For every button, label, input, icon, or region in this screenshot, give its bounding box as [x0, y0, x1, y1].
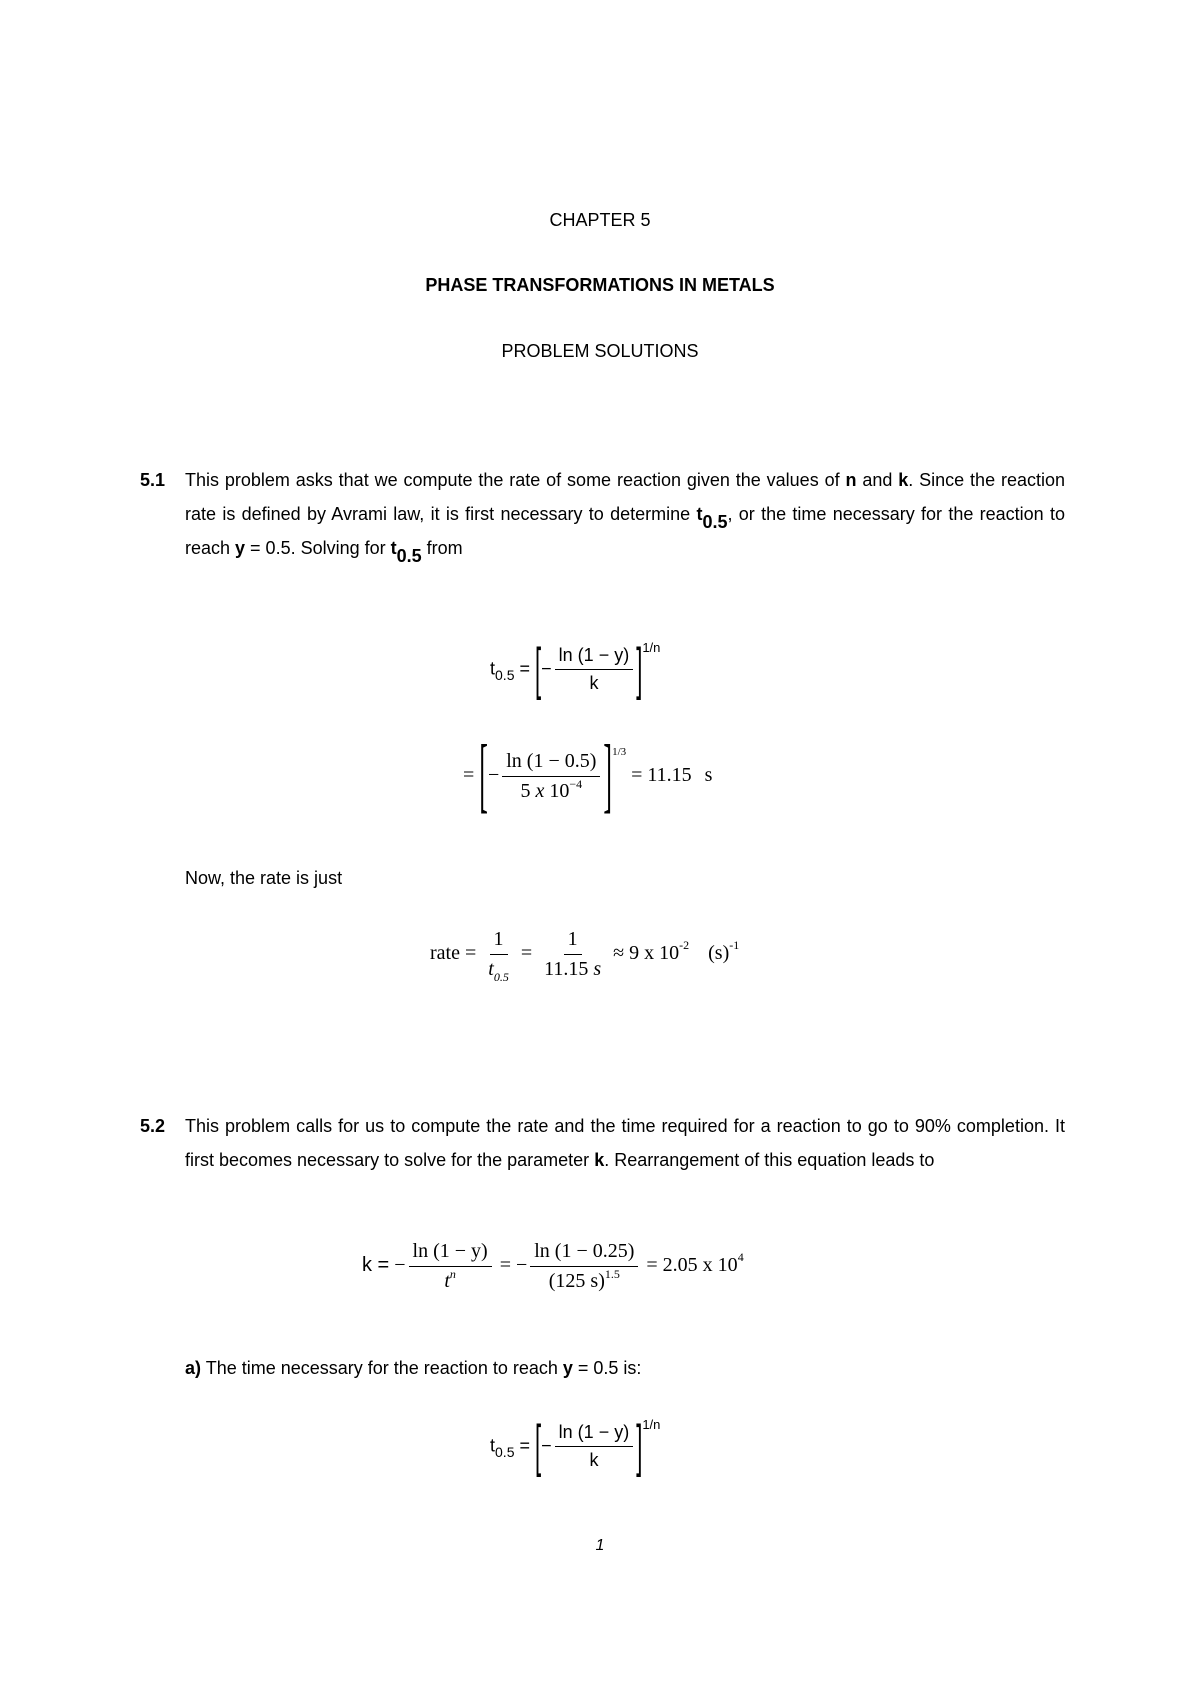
eq-equals: = [499, 1254, 511, 1277]
eq-fraction [502, 750, 600, 803]
eq-lhs: t [490, 658, 496, 679]
problem-5-2-text [185, 1109, 1065, 1177]
right-bracket: ] [603, 728, 613, 822]
den-exp: 1.5 [604, 1267, 620, 1281]
part-a-label: a) [185, 1358, 202, 1378]
eq-minus: − [541, 1435, 552, 1456]
var-t-sub: 0.5 [396, 546, 422, 566]
eq-fraction-1 [484, 928, 513, 984]
eq-lhs: k = [362, 1254, 390, 1277]
var-n: n [845, 470, 857, 490]
den-exp: −4 [569, 777, 583, 791]
eq-numerator: ln (1 − 0.5) [502, 750, 600, 777]
text-segment: . Since the reaction rate is defined by Avrami law, it is first necessary to determine [185, 470, 1065, 524]
den-t-exp: n [449, 1267, 456, 1281]
eq-fraction-2 [540, 928, 605, 981]
eq-exponent: 1/3 [612, 746, 627, 759]
eq-fraction-1 [409, 1240, 492, 1293]
eq-numerator: ln (1 − y) [555, 645, 634, 670]
eq-approx: ≈ 9 x 10 [613, 942, 680, 965]
den-coeff: 5 [520, 780, 531, 802]
den-t: t [444, 1270, 450, 1292]
eq-unit: s [704, 764, 713, 787]
text-segment: The time necessary for the reaction to reach [205, 1358, 563, 1378]
var-t: t [390, 538, 397, 558]
eq-numerator: ln (1 − y) [555, 1422, 634, 1447]
eq-lhs: rate = [430, 942, 477, 965]
eq-minus: − [394, 1254, 406, 1277]
eq-denominator [516, 777, 586, 803]
problem-number-5-2: 5.2 [140, 1116, 166, 1136]
var-y: y [235, 538, 246, 558]
part-a-text [185, 1358, 641, 1379]
eq-numerator: ln (1 − y) [409, 1240, 492, 1267]
var-k: k [594, 1150, 605, 1170]
eq-fraction [555, 645, 634, 694]
eq-approx-exp: -2 [679, 938, 690, 953]
eq-exponent: 1/n [642, 1417, 661, 1433]
equation-t05-value [463, 728, 713, 822]
left-bracket: [ [479, 728, 488, 822]
problem-number-5-1: 5.1 [140, 470, 166, 490]
eq-denominator: k [589, 1450, 599, 1470]
eq-lhs-sub: 0.5 [495, 667, 515, 684]
eq-result: = 11.15 [631, 764, 692, 787]
page-number: 1 [595, 1537, 605, 1554]
text-segment: from [421, 538, 463, 558]
eq-result-exp: 4 [737, 1250, 744, 1265]
section-subtitle: PROBLEM SOLUTIONS [501, 341, 699, 361]
den-t-sub: 0.5 [493, 970, 509, 984]
eq-fraction-2 [530, 1240, 638, 1293]
left-bracket: [ [535, 1412, 542, 1478]
den-t: t [488, 958, 494, 980]
den-unit: s [593, 958, 602, 980]
eq-denominator [484, 955, 513, 984]
eq-denominator: k [589, 673, 599, 693]
eq-result: = 2.05 x 10 [646, 1254, 738, 1277]
eq-minus: − [487, 764, 500, 787]
var-k: k [898, 470, 909, 490]
eq-denominator [440, 1267, 460, 1293]
eq-minus: − [515, 1254, 528, 1277]
eq-unit: (s) [708, 942, 730, 965]
eq-numerator: ln (1 − 0.25) [530, 1240, 638, 1267]
eq-denominator [540, 955, 605, 981]
eq-numerator: 1 [564, 928, 582, 955]
problem-5-1-text [185, 463, 1065, 565]
den-base: 10 [549, 780, 570, 802]
den-value: (125 s) [548, 1270, 605, 1292]
text-segment: This problem asks that we compute the rate of some reaction given the values of [185, 470, 846, 490]
text-segment: and [856, 470, 899, 490]
var-t: t [696, 504, 703, 524]
left-bracket: [ [535, 635, 542, 701]
right-bracket: ] [636, 1412, 643, 1478]
equation-avrami-t05-repeat [490, 1412, 661, 1478]
equation-rate [430, 928, 740, 984]
text-segment: This problem calls for us to compute the rate and the time required for a reaction to go to 90% completion. It first becomes necessary to solve for the parameter [185, 1116, 1065, 1170]
chapter-title: PHASE TRANSFORMATIONS IN METALS [425, 275, 775, 295]
eq-equals: = [519, 1435, 531, 1456]
var-y: y [562, 1358, 573, 1378]
eq-fraction [555, 1422, 634, 1471]
now-text: Now, the rate is just [185, 868, 343, 888]
text-segment: , or the time necessary for the reaction to reach [185, 504, 1065, 558]
right-bracket: ] [636, 635, 643, 701]
text-segment: = 0.5. Solving for [245, 538, 391, 558]
chapter-label: CHAPTER 5 [549, 210, 651, 230]
equation-k [362, 1240, 744, 1293]
text-segment: . Rearrangement of this equation leads to [604, 1150, 935, 1170]
eq-lhs: t [490, 1435, 496, 1456]
eq-minus: − [541, 658, 552, 679]
eq-lhs-sub: 0.5 [495, 1444, 515, 1461]
eq-numerator: 1 [490, 928, 508, 955]
equation-avrami-t05 [490, 635, 661, 701]
den-value: 11.15 [544, 958, 589, 980]
eq-denominator [545, 1267, 624, 1293]
eq-exponent: 1/n [642, 640, 661, 656]
eq-equals: = [463, 764, 475, 787]
eq-equals: = [519, 658, 531, 679]
den-times: x [535, 780, 545, 802]
eq-unit-exp: -1 [729, 938, 740, 953]
var-t-sub: 0.5 [702, 512, 728, 532]
eq-equals: = [520, 942, 533, 965]
text-segment: = 0.5 is: [572, 1358, 642, 1378]
